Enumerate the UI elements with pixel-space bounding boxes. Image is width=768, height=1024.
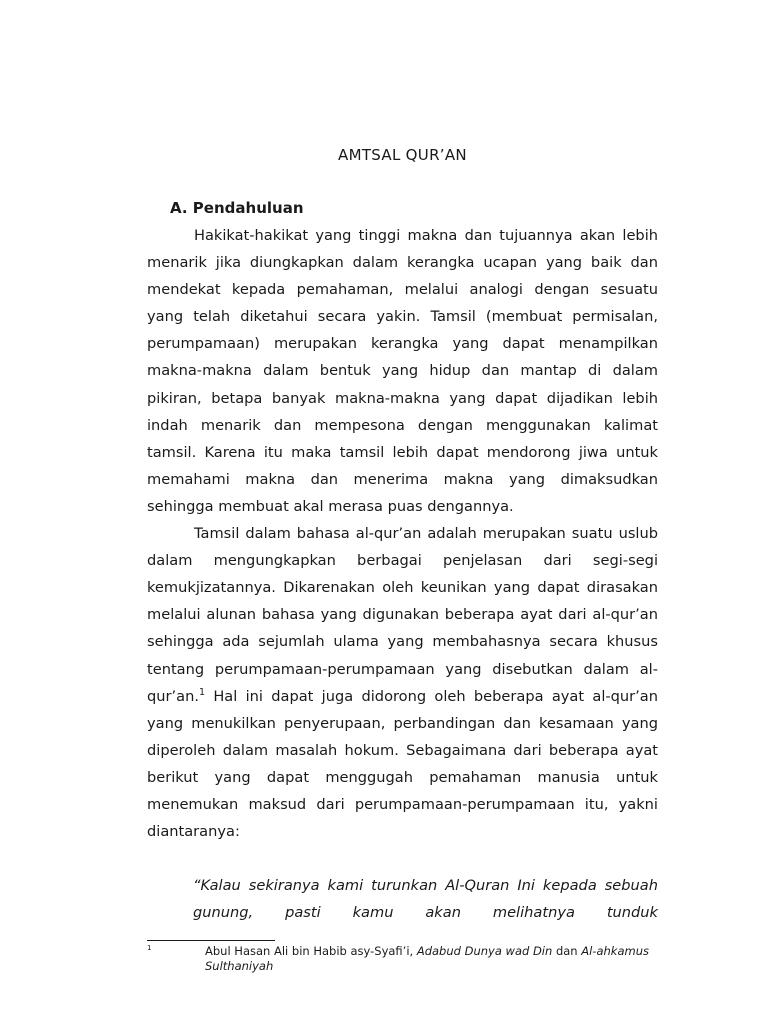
- footnote-number: 1: [147, 944, 152, 952]
- footnote-book-title-1: Adabud Dunya wad Din: [416, 944, 553, 958]
- paragraph-1: Hakikat-hakikat yang tinggi makna dan tujuannya akan lebih menarik jika diungkapkan dalam kerangka ucapan yang baik dan mendekat kepada pemahaman, melalui analogi dengan sesuatu yang telah diketahui secara yakin. Tamsil (membuat permisalan, perumpamaan) merupakan kerangka yang dapat menampilkan makna-makna dalam bentuk yang hidup dan mantap di dalam pikiran, betapa banyak makna-makna yang dapat dijadikan lebih indah menarik dan mempesona dengan menggunakan kalimat tamsil. Karena itu maka tamsil lebih dapat mendorong jiwa untuk memahami makna dan menerima makna yang dimaksudkan sehingga membuat akal merasa puas dengannya.: [147, 227, 658, 515]
- footnote-author: Abul Hasan Ali bin Habib asy-Syafi’i,: [205, 944, 417, 958]
- document-title: AMTSAL QUR’AN: [338, 146, 467, 164]
- footnote-separator: [147, 940, 275, 941]
- paragraph-2-text: Tamsil dalam bahasa al-qur’an adalah merupakan suatu uslub dalam mengungkapkan berbagai penjelasan dari segi-segi kemukjizatannya. Dikarenakan oleh keunikan yang dapat dirasakan melalui alunan bahasa yang digunakan beberapa ayat dari al-qur’an sehingga ada sejumlah ulama yang membahasnya secara khusus tentang perumpamaan-perumpamaan yang disebutkan dalam al-qur’an.: [147, 525, 658, 705]
- footnote-reference[interactable]: 1: [198, 686, 206, 698]
- quran-quote: “Kalau sekiranya kami turunkan Al-Quran Ini kepada sebuah gunung, pasti kamu akan melihatnya tunduk: [193, 877, 658, 922]
- paragraph-2-continuation: Hal ini dapat juga didorong oleh beberapa ayat al-qur’an yang menukilkan penyerupaan, perbandingan dan kesamaan yang diperoleh dalam masalah hokum. Sebagaimana dari beberapa ayat berikut yang dapat menggugah pemahaman manusia untuk menemukan maksud dari perumpamaan-perumpamaan itu, yakni diantaranya:: [147, 687, 658, 841]
- footnote-book-title-2: Al-ahkamus Sulthaniyah: [205, 944, 649, 973]
- paragraph-2: [147, 520, 658, 845]
- footnote-conjunction: dan: [552, 944, 582, 958]
- footnote: [147, 944, 658, 974]
- footnote-text: [147, 944, 658, 974]
- section-heading: A. Pendahuluan: [170, 199, 304, 217]
- body-text: [147, 222, 658, 845]
